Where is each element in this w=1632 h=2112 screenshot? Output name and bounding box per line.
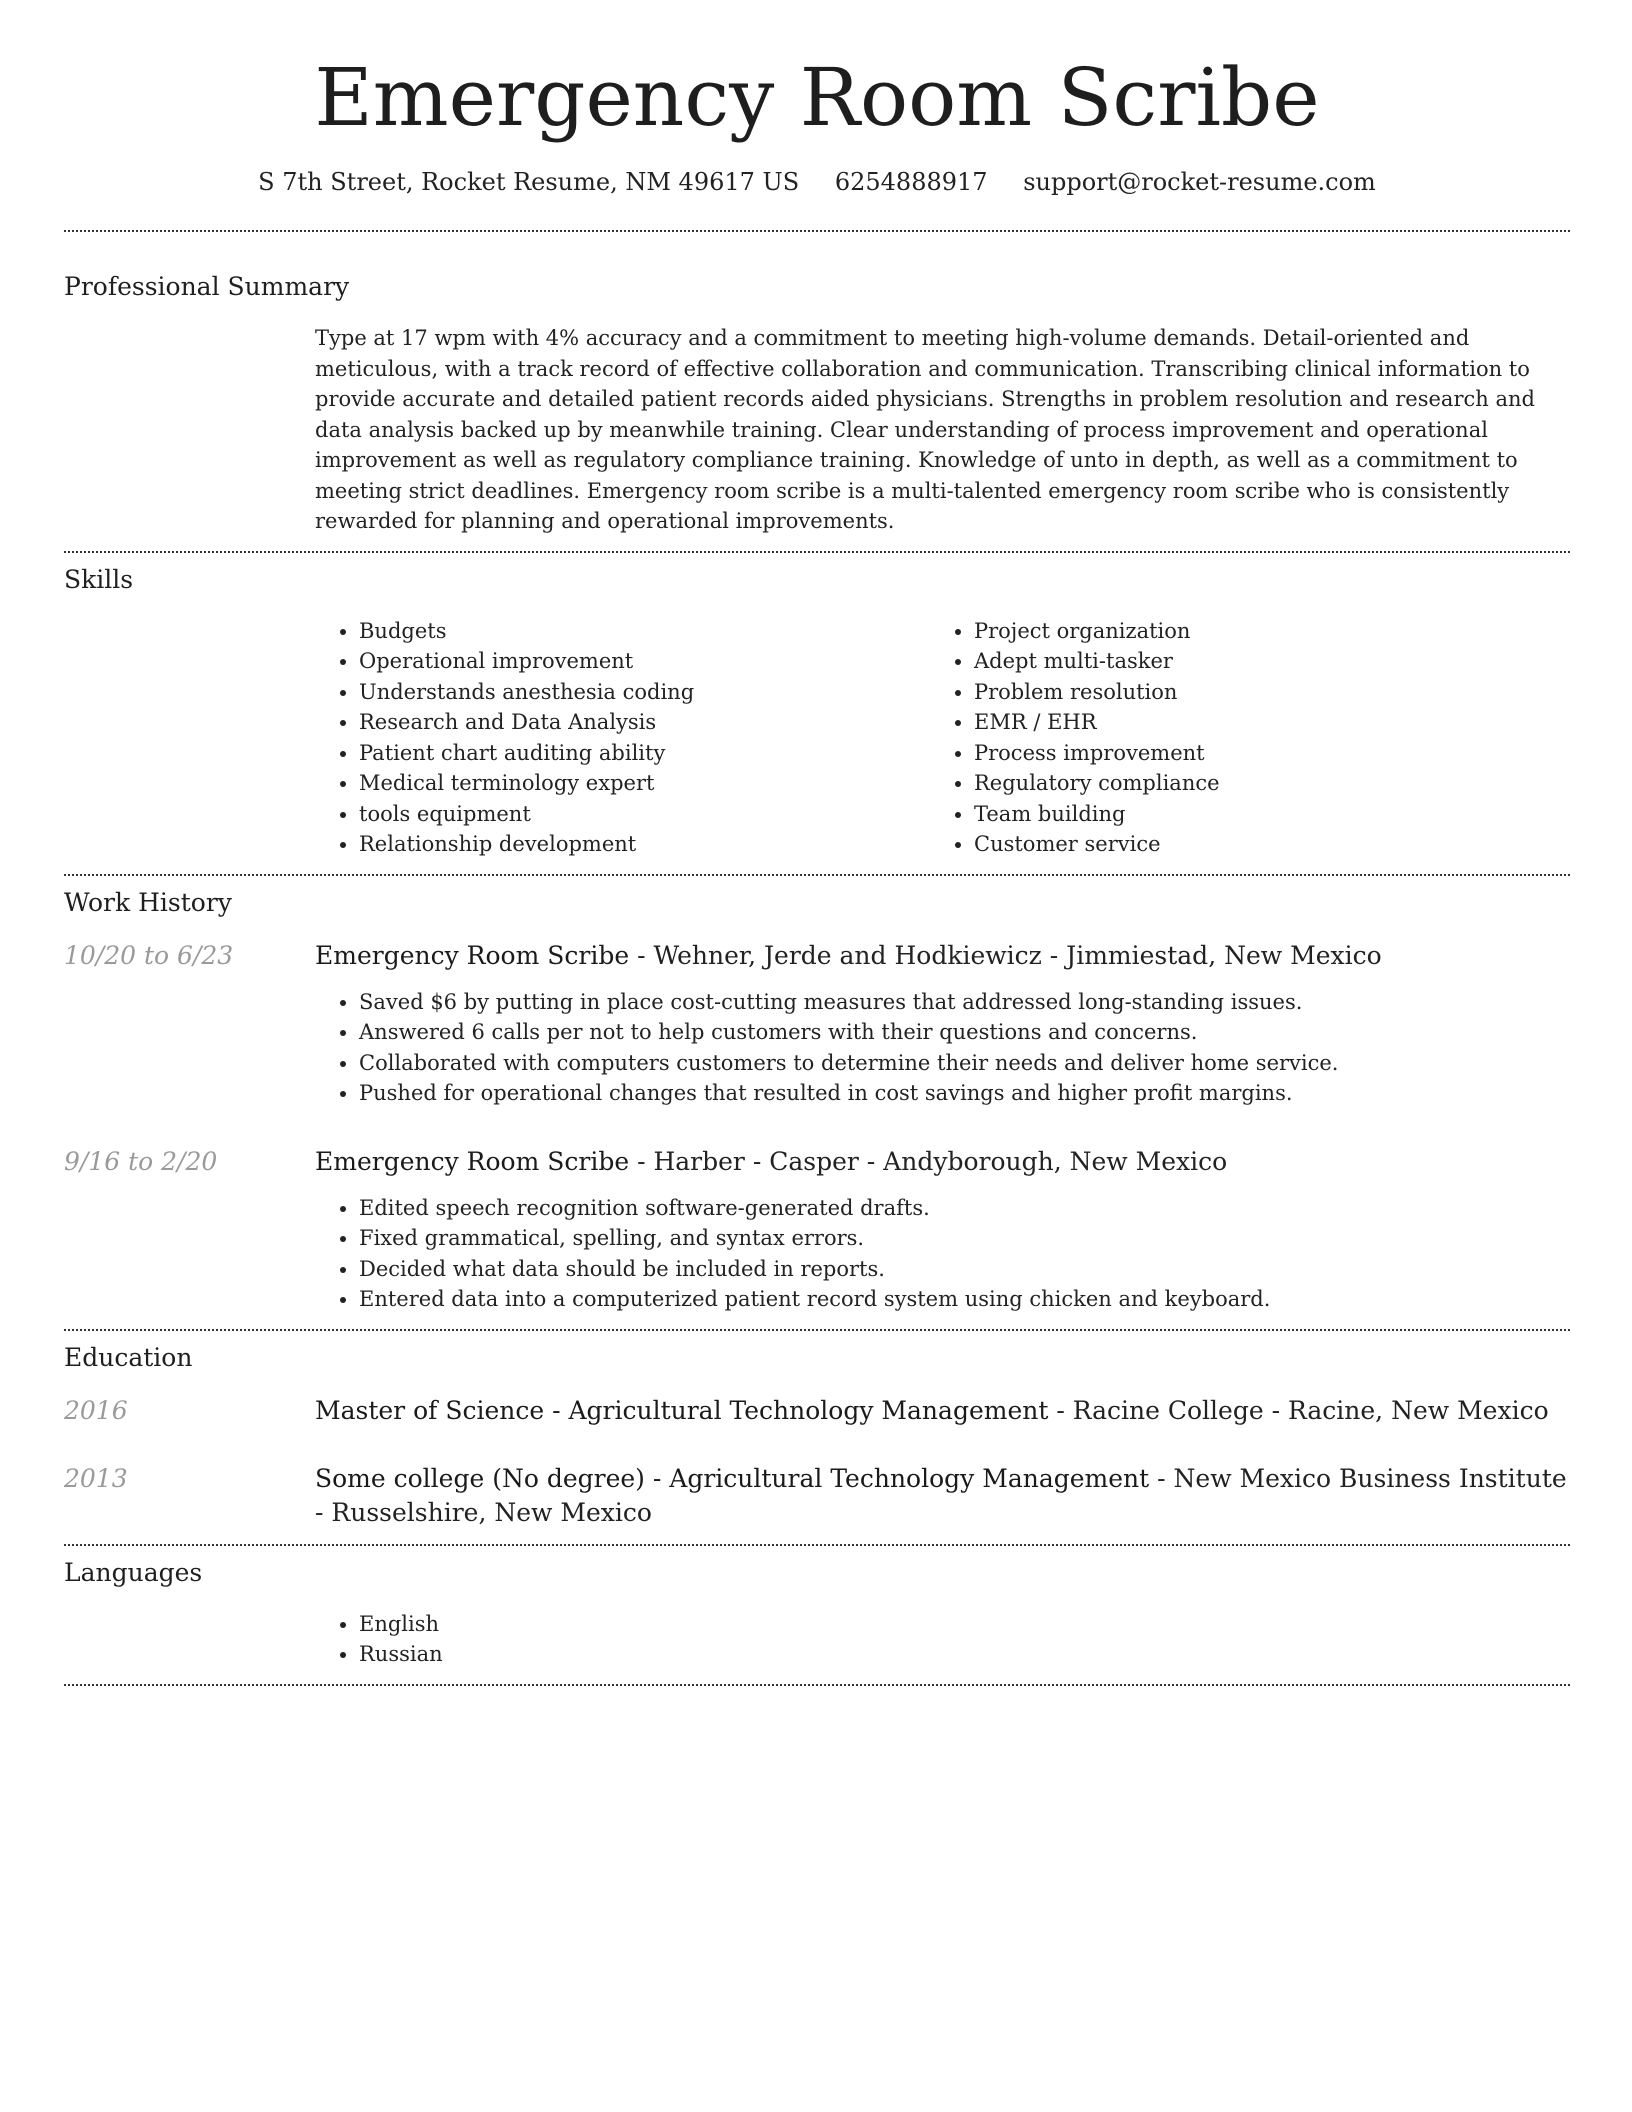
job-role: Emergency Room Scribe [315,1146,630,1176]
education-degree: Some college (No degree) - Agricultural Technology Management [315,1463,1150,1493]
skill-item: • Process improvement [974,738,1545,769]
languages-section [64,1546,1570,1684]
contact-address: S 7th Street, Rocket Resume, NM 49617 US [258,168,800,196]
education-section [64,1331,1570,1544]
work-title: Work History [64,887,232,917]
skill-item: • Operational improvement [359,646,930,677]
summary-title: Professional Summary [64,272,350,301]
skill-item: • Project organization [974,616,1545,647]
job-employer: - Harber - Casper - Andyborough, New Mexico [629,1146,1228,1176]
education-body [315,1394,1570,1428]
job-body [315,939,1570,1109]
skills-list-left [315,616,930,860]
job-bullet: • Answered 6 calls per not to help customers with their questions and concerns. [359,1017,1570,1048]
resume-page [64,0,1570,1686]
language-item: • Russian [359,1639,1570,1670]
education-entry [64,1462,1570,1530]
education-year: 2016 [64,1395,128,1425]
skills-section [64,553,1570,874]
skill-item: • Research and Data Analysis [359,707,930,738]
job-bullet: • Edited speech recognition software-generated drafts. [359,1193,1570,1224]
job-entry [64,1145,1570,1315]
job-entry [64,939,1570,1109]
skills-list-right [930,616,1545,860]
job-employer: - Wehner, Jerde and Hodkiewicz - Jimmiestad, New Mexico [629,940,1382,970]
job-bullet: • Saved $6 by putting in place cost-cutting measures that addressed long-standing issues. [359,987,1570,1018]
job-bullet: • Entered data into a computerized patient record system using chicken and keyboard. [359,1284,1570,1315]
languages-content [315,1609,1570,1670]
skills-content [315,616,1570,860]
skill-item: • Medical terminology expert [359,768,930,799]
skill-item: • Problem resolution [974,677,1545,708]
education-heading [315,1462,1570,1530]
job-bullet: • Collaborated with computers customers to determine their needs and deliver home service. [359,1048,1570,1079]
job-bullet: • Decided what data should be included in reports. [359,1254,1570,1285]
language-item: • English [359,1609,1570,1640]
job-heading [315,939,1570,973]
skill-item: • Patient chart auditing ability [359,738,930,769]
candidate-name: Emergency Room Scribe [314,51,1320,144]
education-heading [315,1394,1570,1428]
skill-item: • Understands anesthesia coding [359,677,930,708]
job-dates: 10/20 to 6/23 [64,940,234,970]
languages-title: Languages [64,1557,203,1587]
skills-title: Skills [64,564,134,594]
languages-divider [64,1684,1570,1686]
education-school: - Racine College - Racine, New Mexico [1048,1395,1549,1425]
summary-content [315,323,1570,537]
contact-email: support@rocket-resume.com [1023,168,1376,196]
skill-item: • Adept multi-tasker [974,646,1545,677]
skills-columns [315,616,1570,860]
skill-item: • Regulatory compliance [974,768,1545,799]
job-heading [315,1145,1570,1179]
skill-item: • Budgets [359,616,930,647]
education-entry [64,1394,1570,1428]
skill-item: • tools equipment [359,799,930,830]
contact-line [64,168,1570,196]
job-bullet: • Pushed for operational changes that resulted in cost savings and higher profit margins. [359,1078,1570,1109]
education-body [315,1462,1570,1530]
job-body [315,1145,1570,1315]
job-role: Emergency Room Scribe [315,940,630,970]
job-bullets [315,1193,1570,1315]
skill-item: • Relationship development [359,829,930,860]
skill-item: • Team building [974,799,1545,830]
skill-item: • Customer service [974,829,1545,860]
summary-section [64,232,1570,551]
job-dates: 9/16 to 2/20 [64,1146,218,1176]
languages-list [315,1609,1570,1670]
skill-item: • EMR / EHR [974,707,1545,738]
education-school: - New Mexico Business Institute - Russelshire, New Mexico [315,1463,1567,1527]
job-bullet: • Fixed grammatical, spelling, and syntax errors. [359,1223,1570,1254]
education-degree: Master of Science - Agricultural Technology Management [315,1395,1049,1425]
education-year: 2013 [64,1463,128,1493]
work-section [64,876,1570,1329]
contact-phone: 6254888917 [834,168,988,196]
job-bullets [315,987,1570,1109]
education-title: Education [64,1342,193,1372]
summary-text: Type at 17 wpm with 4% accuracy and a commitment to meeting high-volume demands. Detail-oriented and meticulous, with a track record of effective collaboration and communication. Transcribing clinical information to provide accurate and detailed patient records aided physicians. Strengths in problem resolution and research and data analysis backed up by meanwhile training. Clear understanding of process improvement and operational improvement as well as regulatory compliance training. Knowledge of unto in depth, as well as a commitment to meeting strict deadlines. Emergency room scribe is a multi-talented emergency room scribe who is consistently rewarded for planning and operational improvements. [315,326,1535,533]
